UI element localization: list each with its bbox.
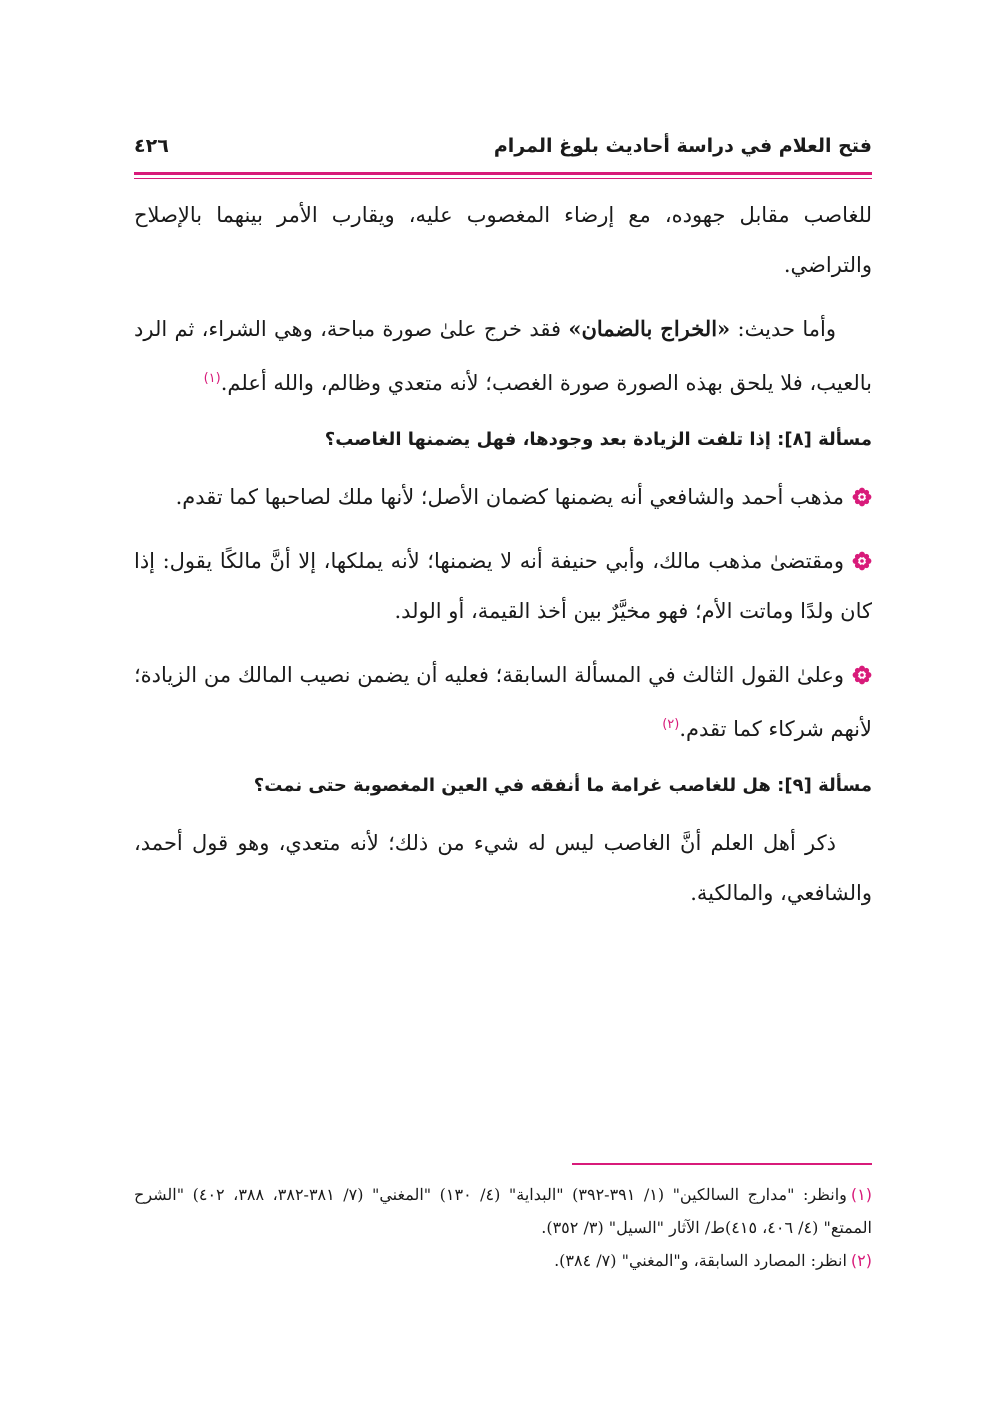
bullet-text: مذهب أحمد والشافعي أنه يضمنها كضمان الأصل؛ لأنها ملك لصاحبها كما تقدم.: [175, 485, 844, 509]
paragraph-text: وأما حديث:: [730, 317, 836, 341]
book-page: [134, 0, 872, 1418]
bullet-paragraph: [134, 650, 872, 754]
bullet-paragraph: [134, 472, 872, 522]
question-heading: مسألة [٩]: هل للغاصب غرامة ما أنفقه في العين المغصوبة حتى نمت؟: [253, 775, 872, 796]
paragraph-continuation: للغاصب مقابل جهوده، مع إرضاء المغصوب عليه، ويقارب الأمر بينهما بالإصلاح والتراضي.: [134, 203, 872, 277]
footnote-1: [134, 1178, 872, 1244]
bullet-text: ومقتضىٰ مذهب مالك، وأبي حنيفة أنه لا يضمنها؛ لأنه يملكها، إلا أنَّ مالكًا يقول: إذا كان ولدًا وماتت الأم؛ فهو مخيَّرٌ بين أخذ القيمة، أو الولد.: [134, 549, 872, 623]
paragraph-answer: ذكر أهل العلم أنَّ الغاصب ليس له شيء من ذلك؛ لأنه متعدي، وهو قول أحمد، والشافعي، والمالكية.: [134, 831, 872, 905]
bullet-paragraph: [134, 536, 872, 636]
running-title: فتح العلام في دراسة أحاديث بلوغ المرام: [493, 135, 872, 157]
header-rule-thin: [134, 178, 872, 179]
footnote-number: (١): [850, 1185, 873, 1204]
footnote-separator: [572, 1163, 872, 1165]
question-heading: مسألة [٨]: إذا تلفت الزيادة بعد وجودها، فهل يضمنها الغاصب؟: [324, 429, 872, 450]
flower-icon: [852, 539, 872, 559]
paragraph-hadith: [134, 304, 872, 408]
footnote-2: [134, 1244, 872, 1277]
header-rule: [134, 172, 872, 175]
page-header: [134, 128, 872, 164]
page-number: ٤٢٦: [134, 135, 169, 157]
main-text: [134, 190, 872, 918]
footnote-text: وانظر: "مدارج السالكين" (١/ ٣٩١-٣٩٢) "البداية" (٤/ ١٣٠) "المغني" (٧/ ٣٨١-٣٨٢، ٣٨٨، ٤٠٢) "الشرح الممتع" (٤/ ٤٠٦، ٤١٥)ط/ الآثار "السيل" (٣/ ٣٥٢).: [134, 1185, 872, 1237]
footnote-ref[interactable]: (١): [203, 371, 221, 386]
paragraph-text: فقد خرج علىٰ صورة مباحة، وهي الشراء، ثم الرد بالعيب، فلا يلحق بهذه الصورة صورة الغصب؛ لأنه متعدي وظالم، والله أعلم.: [134, 317, 872, 395]
bullet-text: وعلىٰ القول الثالث في المسألة السابقة؛ فعليه أن يضمن نصيب المالك من الزيادة؛ لأنهم شركاء كما تقدم.: [134, 663, 872, 741]
flower-icon: [852, 653, 872, 673]
flower-icon: [852, 475, 872, 495]
footnote-number: (٢): [850, 1251, 872, 1270]
hadith-quote: «الخراج بالضمان»: [568, 316, 731, 341]
footnote-ref[interactable]: (٢): [662, 717, 680, 732]
footnotes: [134, 1178, 872, 1277]
footnote-text: انظر: المصارد السابقة، و"المغني" (٧/ ٣٨٤).: [554, 1251, 847, 1270]
